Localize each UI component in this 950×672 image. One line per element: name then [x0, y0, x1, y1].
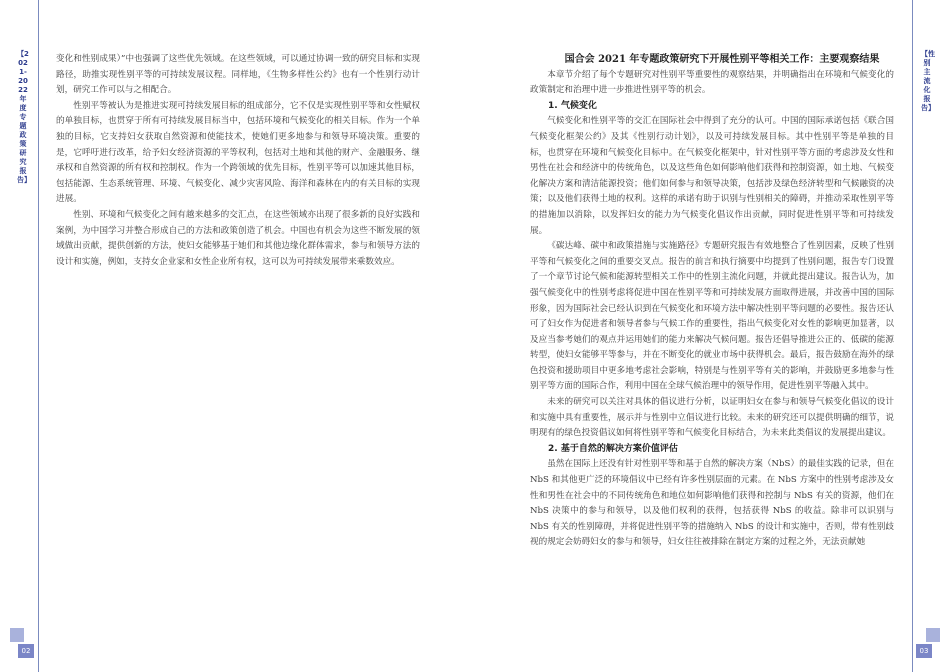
- nbs-paragraph-1: 虽然在国际上还没有针对性别平等和基于自然的解决方案（NbS）的最佳实践的记录，但在 NbS 和其他更广泛的环境倡议中已经有许多性别层面的元素。在 NbS 方案中的性别考虑涉及女性和男性在社会中的不同传统角色和地位如何影响他们获得和控制与 NbS 有关的资源，他们在 NbS 决策中的参与和领导，以及他们权利的获得，包括获得 NbS 的收益。除非可以识别与 NbS 有关的性别障碍，并将促进性别平等的措施纳入 NbS 的设计和实施中，否则，带有性别歧视的规定会妨碍妇女的参与和领导，妇女往往被排除在制定方案的过程之外，无法贡献她: [530, 459, 894, 548]
- right-corner-decoration: [926, 628, 940, 642]
- left-paragraph-3: 性别、环境和气候变化之间有越来越多的交汇点，在这些领域亦出现了很多新的良好实践和案例，为中国学习并整合形成自己的方法和政策创造了机会。中国也有机会为这些不断发展的领域做出贡献，提供创新的方法，使妇女能够基于她们和其他边缘化群体需求，参与和领导方法的设计和实施，例如，支持女企业家和女性企业所有权，这可以为可持续发展带来乘数效应。: [56, 209, 420, 267]
- section-heading-nbs: 2. 基于自然的解决方案价值评估: [548, 443, 678, 454]
- right-page-number: 03: [916, 644, 932, 658]
- left-paragraph-1: 变化和性别成果）”中也强调了这些优先领域。在这些领域，可以通过协调一致的研究目标和实现路径，助推实现性别平等的可持续发展议程。同样地，《生物多样性公约》也有一个性别行动计划，研究工作可以与之相配合。: [56, 54, 420, 96]
- left-corner-decoration: [10, 628, 24, 642]
- right-page-body: [530, 52, 894, 551]
- left-paragraph-2: 性别平等被认为是推进实现可持续发展目标的组成部分，它不仅是实现性别平等和女性赋权的单独目标，也贯穿于所有可持续发展目标当中，包括环境和气候变化的相关目标。作为一个单独的目标，它支持妇女获取自然资源和使能技术，使她们更多地参与和领导环境决策。重要的是，它呼吁进行改革，给予妇女经济资源的平等权利，包括对土地和其他的财产、金融服务、继承权和自然资源的所有权和控制权。作为一个跨领域的优先目标，性别平等可以加速其他目标，包括能源、生态系统管理、环境、气候变化、减少灾害风险、海洋和森林在内的有关目标的实现进展。: [56, 100, 420, 205]
- climate-paragraph-1: 气候变化和性别平等的交汇在国际社会中得到了充分的认可。中国的国际承诺包括《联合国气候变化框架公约》及其《性别行动计划》，以及可持续发展目标。其中性别平等是单独的目标，也贯穿在环境和气候变化目标中。在气候变化框架中，针对性别平等方面的考虑涉及女性和男性在社会和经济中的传统角色，以及这些角色如何影响他们获得和控制资源，如土地、气候变化解决方案和清洁能源投资；他们如何参与和领导决策，包括涉及绿色经济转型和气候融资的决策；以及他们获得土地的权利。这样的承诺有助于识别与性别相关的障碍，并推动采取性别平等的措施加以消除，以发挥妇女的能力为气候变化倡议作出贡献，同时促进性别平等和可持续发展。: [530, 116, 894, 236]
- right-side-label: 【性别主流化报告】: [921, 50, 935, 112]
- page-title: 国合会 2021 年专题政策研究下开展性别平等相关工作：主要观察结果: [564, 54, 880, 65]
- left-page-number: 02: [18, 644, 34, 658]
- left-side-label: 【2021-2022年度专题政策研究报告】: [17, 50, 31, 184]
- left-gutter-line: [38, 0, 39, 672]
- left-page-body: [56, 52, 420, 270]
- climate-paragraph-2: 《碳达峰、碳中和政策措施与实施路径》专题研究报告有效地整合了性别因素，反映了性别平等和气候变化之间的重要交叉点。报告的前言和执行摘要中均提到了性别问题，报告专门设置了一个章节讨论气候和能源转型相关工作中的性别主流化问题，并就此提出建议。报告认为，加强气候变化中的性别考虑将促进中国在性别平等和可持续发展方面取得进展，并改善中国的国际形象，因为国际社会已经认识到在气候变化和环境方法中解决性别平等问题的必要性。报告还认可了妇女作为促进者和领导者参与气候工作的重要性，指出气候变化对女性的影响更加显著，以及应当参考她们的观点并运用她们的能力来解决气候问题。报告还倡导推进公正的、低碳的能源转型，使妇女能够平等参与，并在不断变化的就业市场中获得机会。最后，报告鼓励在海外的绿色投资和援助项目中更多地考虑社会影响，特别是与性别平等有关的影响，并鼓励更多地参与性别平等方面的国际合作，利用中国在全球气候治理中的领导作用，促进性别平等融入其中。: [530, 241, 894, 392]
- section-heading-climate: 1. 气候变化: [548, 100, 597, 111]
- right-gutter-line: [912, 0, 913, 672]
- intro-paragraph: 本章节介绍了每个专题研究对性别平等重要性的观察结果，并明确指出在环境和气候变化的政策制定和治理中进一步推进性别平等的机会。: [530, 69, 894, 96]
- climate-paragraph-3: 未来的研究可以关注对具体的倡议进行分析，以证明妇女在参与和领导气候变化倡议的设计和实施中具有重要性，展示并与性别中立倡议进行比较。未来的研究还可以提供明确的细节，说明现有的绿色投资倡议如何将性别平等和气候变化目标结合，为未来此类倡议的发展提出建议。: [530, 397, 894, 439]
